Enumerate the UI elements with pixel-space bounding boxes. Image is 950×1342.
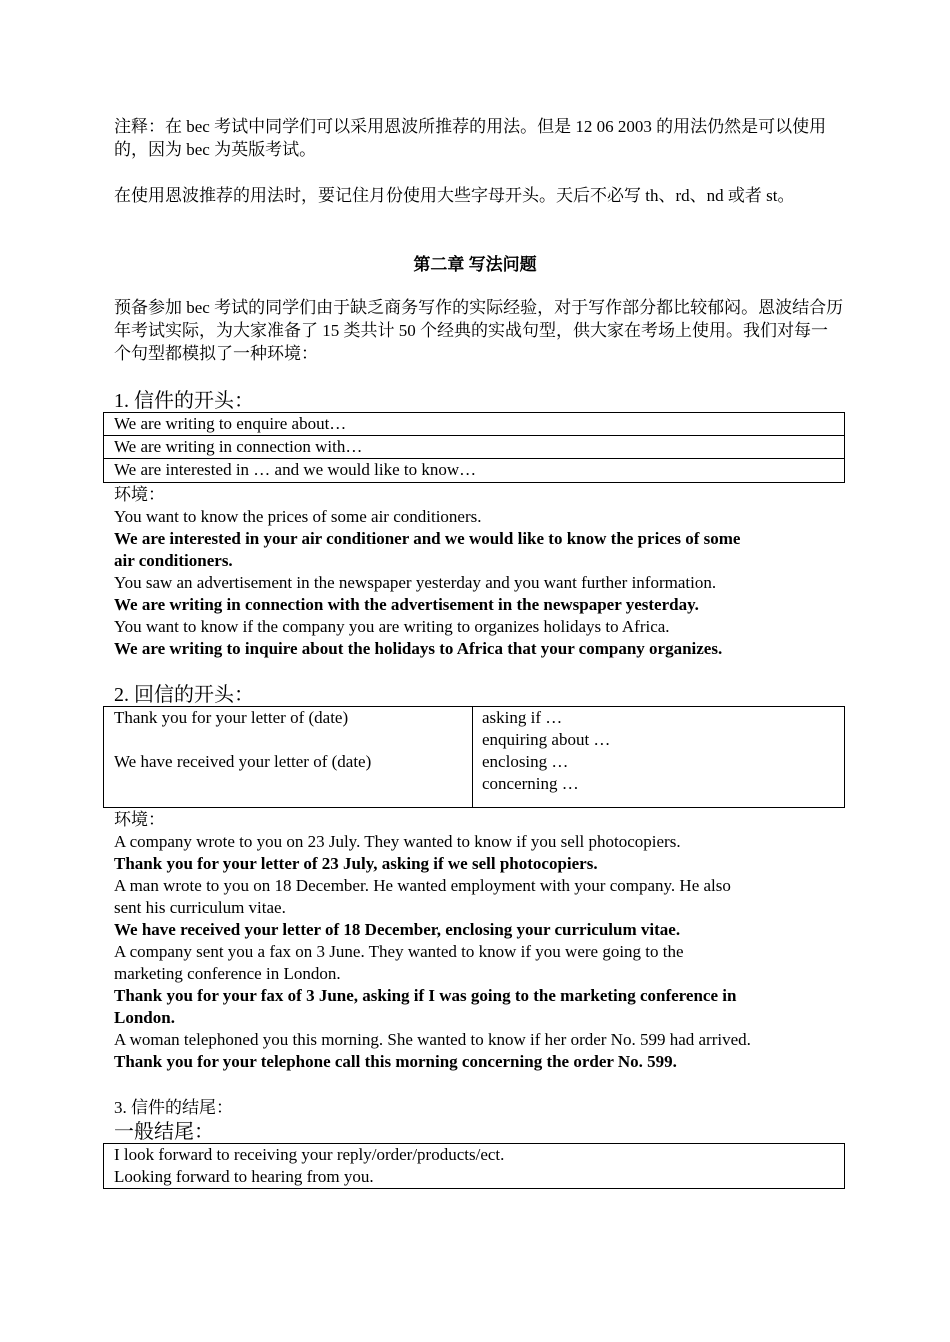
example-line: marketing conference in London. (114, 964, 341, 983)
example-line: sent his curriculum vitae. (114, 898, 286, 917)
example-line: A man wrote to you on 18 December. He wanted employment with your company. He also (114, 876, 731, 895)
section1-table (103, 412, 845, 483)
example-answer: Thank you for your telephone call this morning concerning the order No. 599. (114, 1052, 677, 1071)
example-answer: air conditioners. (114, 551, 233, 570)
example-answer: London. (114, 1008, 175, 1027)
example-line: A company sent you a fax on 3 June. They wanted to know if you were going to the (114, 942, 684, 961)
section2-table (103, 706, 845, 808)
table-cell (114, 729, 472, 751)
section3-subheading: 一般结尾： (114, 1121, 214, 1143)
table-cell: We have received your letter of (date) (114, 752, 372, 771)
table-right-column (473, 707, 844, 807)
env-label: 环境： (114, 810, 165, 829)
env-label: 环境： (114, 485, 165, 504)
example-answer: We are interested in your air conditioner and we would like to know the prices of some (114, 529, 741, 548)
example-answer: We are writing in connection with the advertisement in the newspaper yesterday. (114, 595, 699, 614)
section2-heading: 2. 回信的开头： (114, 684, 254, 706)
section1-examples (114, 484, 844, 660)
section2-examples (114, 809, 844, 1073)
table-left-column (104, 707, 473, 807)
table-cell: asking if … (482, 708, 563, 727)
example-line: You saw an advertisement in the newspaper yesterday and you want further information. (114, 573, 717, 592)
table-cell: Thank you for your letter of (date) (114, 708, 349, 727)
table-row: Looking forward to hearing from you. (114, 1167, 374, 1186)
example-answer: Thank you for your letter of 23 July, asking if we sell photocopiers. (114, 854, 598, 873)
example-answer: We are writing to inquire about the holidays to Africa that your company organizes. (114, 639, 723, 658)
section1-heading: 1. 信件的开头： (114, 390, 254, 412)
example-line: A company wrote to you on 23 July. They wanted to know if you sell photocopiers. (114, 832, 681, 851)
section3-heading: 3. 信件的结尾： (114, 1098, 233, 1117)
chapter-title: 第二章 写法问题 (413, 255, 537, 274)
table-row: We are writing to enquire about… (104, 413, 844, 436)
table-cell: enclosing … (482, 752, 569, 771)
example-line: You want to know if the company you are writing to organizes holidays to Africa. (114, 617, 670, 636)
example-line: A woman telephoned you this morning. She wanted to know if her order No. 599 had arrived. (114, 1030, 751, 1049)
table-row: We are interested in … and we would like to know… (114, 460, 477, 479)
example-answer: We have received your letter of 18 December, enclosing your curriculum vitae. (114, 920, 681, 939)
section3-table (103, 1143, 845, 1189)
intro-note: 注释：在 bec 考试中同学们可以采用恩波所推荐的用法。但是 12 06 2003 的用法仍然是可以使用的，因为 bec 为英版考试。 (114, 117, 827, 159)
example-line: You want to know the prices of some air conditioners. (114, 507, 482, 526)
table-row: We are writing in connection with… (104, 436, 844, 459)
intro-note-2: 在使用恩波推荐的用法时，要记住月份使用大些字母开头。天后不必写 th、rd、nd 或者 st。 (114, 186, 795, 205)
chapter-intro: 预备参加 bec 考试的同学们由于缺乏商务写作的实际经验，对于写作部分都比较郁闷。恩波结合历年考试实际，为大家准备了 15 类共计 50 个经典的实战句型，供大家在考场上使用。我们对每一个句型都模拟了一种环境： (114, 298, 844, 363)
table-cell: enquiring about … (482, 730, 611, 749)
table-row: I look forward to receiving your reply/order/products/ect. (114, 1145, 505, 1164)
example-answer: Thank you for your fax of 3 June, asking if I was going to the marketing conference in (114, 986, 737, 1005)
table-cell: concerning … (482, 774, 579, 793)
